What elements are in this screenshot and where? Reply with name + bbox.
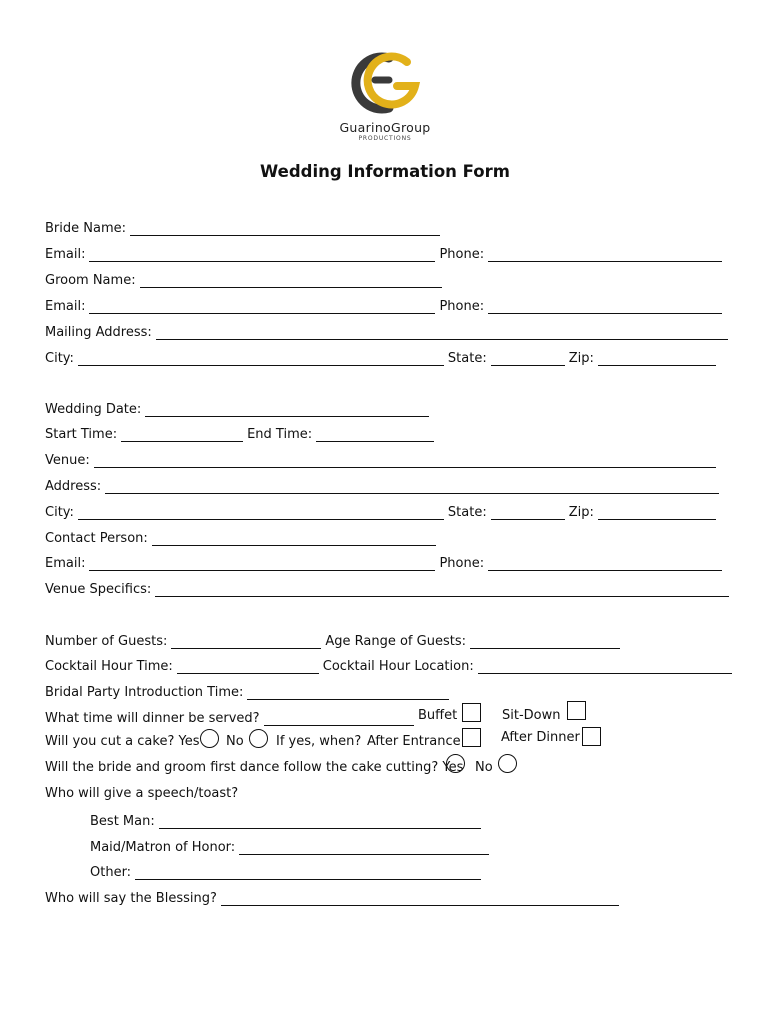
buffet-label: Buffet [418,708,458,723]
cake-no-radio[interactable] [249,729,268,748]
venue-city-row [45,500,720,520]
groom-phone-field[interactable] [488,299,722,314]
groom-phone-label: Phone: [439,299,485,314]
after-entrance-label: After Entrance [367,734,461,749]
bride-phone-field[interactable] [488,247,722,262]
number-of-guests-label: Number of Guests: [45,634,168,649]
venue-email-field[interactable] [89,556,435,571]
after-entrance-checkbox[interactable] [462,728,481,747]
time-row [45,422,438,442]
wedding-date-row [45,397,433,417]
bridal-intro-field[interactable] [247,685,449,700]
other-speaker-field[interactable] [135,865,481,880]
maid-of-honor-field[interactable] [239,840,489,855]
venue-state-label: State: [447,505,487,520]
guests-row [45,629,624,649]
couple-zip-label: Zip: [568,351,594,366]
venue-phone-field[interactable] [488,556,722,571]
speech-question: Who will give a speech/toast? [45,786,239,801]
end-time-label: End Time: [247,427,313,442]
bride-name-row [45,216,444,236]
dinner-row [45,706,418,726]
dinner-time-field[interactable] [264,711,414,726]
groom-email-label: Email: [45,299,86,314]
groom-contact-row [45,294,726,314]
brand-subtitle: PRODUCTIONS [358,135,412,142]
blessing-row [45,886,623,906]
first-dance-label: Will the bride and groom first dance follow the cake cutting? Yes [45,760,464,775]
venue-phone-label: Phone: [439,556,485,571]
bride-contact-row [45,242,726,262]
after-dinner-label: After Dinner [501,730,580,745]
cocktail-time-label: Cocktail Hour Time: [45,659,173,674]
wedding-date-label: Wedding Date: [45,402,142,417]
cake-question-label: Will you cut a cake? Yes [45,734,200,749]
best-man-label: Best Man: [90,814,155,829]
bridal-intro-row [45,680,453,700]
couple-state-field[interactable] [491,351,565,366]
wedding-date-field[interactable] [145,402,429,417]
venue-state-field[interactable] [491,505,565,520]
bride-email-label: Email: [45,247,86,262]
cocktail-time-field[interactable] [177,659,319,674]
best-man-row [90,809,485,829]
groom-name-row [45,268,446,288]
contact-person-label: Contact Person: [45,531,148,546]
venue-address-field[interactable] [105,479,719,494]
groom-email-field[interactable] [89,299,435,314]
first-dance-yes-radio[interactable] [446,754,465,773]
venue-city-label: City: [45,505,74,520]
buffet-checkbox[interactable] [462,703,481,722]
if-yes-label: If yes, when? [276,734,362,749]
first-dance-no-radio[interactable] [498,754,517,773]
couple-zip-field[interactable] [598,351,716,366]
groom-name-field[interactable] [140,273,442,288]
bride-name-label: Bride Name: [45,221,126,236]
bride-email-field[interactable] [89,247,435,262]
best-man-field[interactable] [159,814,481,829]
first-dance-no-label: No [475,760,493,775]
venue-zip-field[interactable] [598,505,716,520]
age-range-label: Age Range of Guests: [325,634,466,649]
bridal-intro-label: Bridal Party Introduction Time: [45,685,244,700]
cake-no-label: No [226,734,244,749]
blessing-label: Who will say the Blessing? [45,891,217,906]
venue-specifics-row [45,577,733,597]
groom-name-label: Groom Name: [45,273,136,288]
cake-yes-radio[interactable] [200,729,219,748]
sit-down-checkbox[interactable] [567,701,586,720]
brand-name: GuarinoGroup [339,120,431,135]
number-of-guests-field[interactable] [171,634,321,649]
bride-phone-label: Phone: [439,247,485,262]
venue-address-row [45,474,723,494]
end-time-field[interactable] [316,427,434,442]
form-title: Wedding Information Form [260,162,510,181]
couple-city-field[interactable] [78,351,444,366]
cocktail-location-field[interactable] [478,659,732,674]
contact-person-row [45,526,440,546]
start-time-label: Start Time: [45,427,118,442]
age-range-field[interactable] [470,634,620,649]
contact-person-field[interactable] [152,531,436,546]
couple-city-row [45,346,720,366]
venue-zip-label: Zip: [568,505,594,520]
venue-contact-row [45,551,726,571]
guarino-group-logo-icon [345,50,425,116]
other-speaker-row [90,860,485,880]
venue-city-field[interactable] [78,505,444,520]
venue-label: Venue: [45,453,90,468]
mailing-address-field[interactable] [156,325,728,340]
venue-field[interactable] [94,453,716,468]
cocktail-location-label: Cocktail Hour Location: [322,659,474,674]
sit-down-label: Sit-Down [502,708,561,723]
venue-specifics-field[interactable] [155,582,729,597]
maid-of-honor-row [90,835,493,855]
mailing-address-label: Mailing Address: [45,325,152,340]
start-time-field[interactable] [121,427,243,442]
cocktail-row [45,654,736,674]
maid-of-honor-label: Maid/Matron of Honor: [90,840,236,855]
venue-email-label: Email: [45,556,86,571]
mailing-address-row [45,320,732,340]
couple-city-label: City: [45,351,74,366]
venue-address-label: Address: [45,479,102,494]
venue-specifics-label: Venue Specifics: [45,582,152,597]
other-speaker-label: Other: [90,865,132,880]
venue-row [45,448,720,468]
couple-state-label: State: [447,351,487,366]
bride-name-field[interactable] [130,221,440,236]
blessing-field[interactable] [221,891,619,906]
dinner-time-label: What time will dinner be served? [45,711,260,726]
after-dinner-checkbox[interactable] [582,727,601,746]
